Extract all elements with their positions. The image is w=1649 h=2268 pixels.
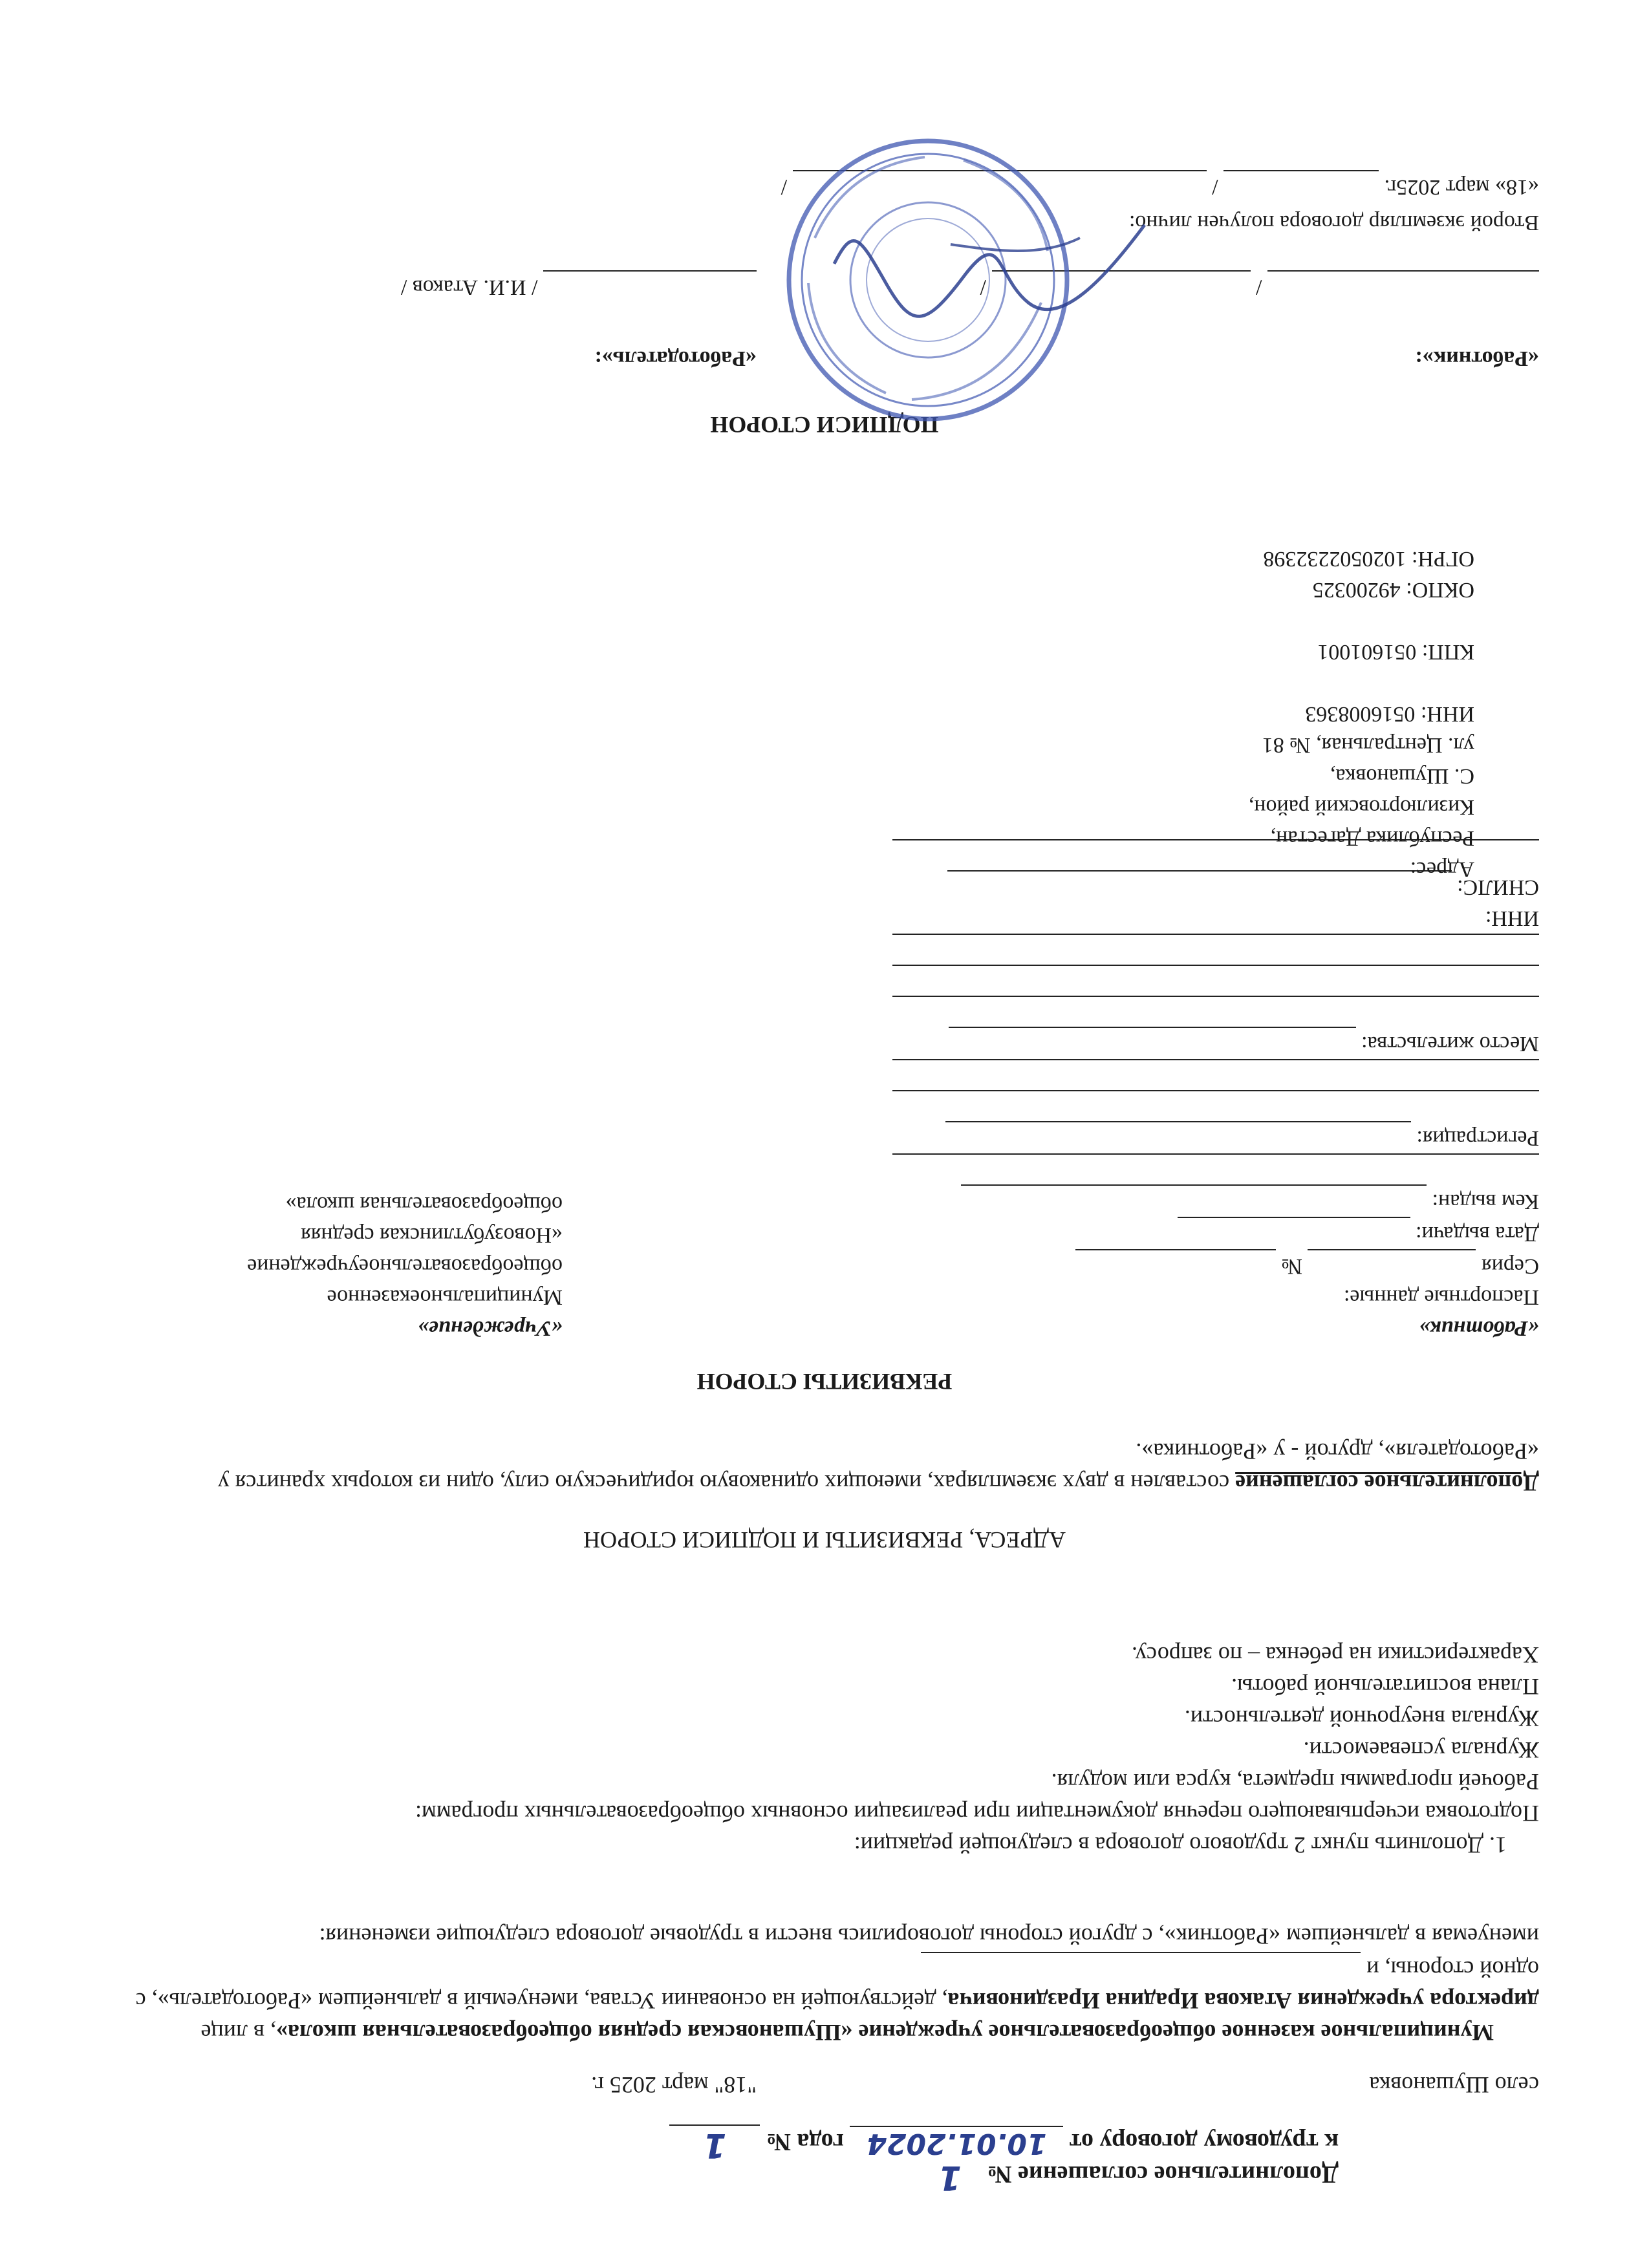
institution-line: общеобразовательноеучреждение (247, 1254, 563, 1278)
residence-label: Место жительства: (1361, 1032, 1539, 1056)
received-signature-line (1223, 170, 1379, 202)
address-line: Адрес: (1410, 857, 1474, 881)
place: село Шушановка (1369, 2072, 1539, 2098)
institution-heading: «Учреждение» (418, 1316, 563, 1340)
subtitle-text: к трудовому договору от (1069, 2128, 1339, 2156)
intro-text-2: именуемая в дальнейшем «Работник», с другой стороны договорились внести в трудовые договора следующие изменения: (319, 1923, 1539, 1949)
clause-item: Подготовка исчерпывающего перечня документации при реализации основных общеобразовательных программ: (415, 1801, 1539, 1826)
copies-bold: Дополнительное соглашение (1235, 1470, 1539, 1496)
issued-by-line (961, 1184, 1427, 1217)
employer-signature-name: / И.И. Атаков / (400, 275, 538, 299)
intro-text: , действующей на основании Устава, именуемый в дальнейшем «Работодатель», с одной стороны, и (135, 1956, 1539, 2014)
issue-date-label: Дата выдачи: (1416, 1222, 1539, 1246)
institution-ogrn: ОГРН: 1020502232398 (1263, 547, 1474, 571)
number-label: № (1281, 1254, 1302, 1278)
blank-line (892, 1059, 1539, 1090)
issued-by-row (828, 1184, 1539, 1217)
director-name: директора учреждения Атакова Ирадина Ираздиновича (947, 1988, 1539, 2014)
passport-label: Паспортные данные: (1343, 1285, 1539, 1309)
issued-by-label: Кем выдан: (1432, 1190, 1539, 1214)
residence-line (949, 1027, 1356, 1059)
issue-date-line (1178, 1217, 1410, 1249)
worker-inn-label: ИНН: (1485, 906, 1539, 930)
employer-signature-label: «Работодатель»: (594, 347, 757, 370)
series-line (1308, 1249, 1476, 1281)
blank-line (892, 996, 1539, 1027)
handwritten-number: 1 (938, 2158, 962, 2197)
clause-item: Журнала внеурочной деятельности. (1184, 1706, 1539, 1731)
clause-item: Рабочей программы предмета, курса или модуля. (1051, 1769, 1539, 1795)
addresses-title: АДРЕСА, РЕКВИЗИТЫ И ПОДПИСИ СТОРОН (583, 1527, 1066, 1553)
requisites-title: РЕКВИЗИТЫ СТОРОН (696, 1369, 953, 1395)
copies-paragraph (97, 1435, 1539, 1499)
clause-item: Плана воспитательной работы. (1231, 1674, 1539, 1700)
handwritten-date: 10.01.2024 (850, 2126, 1063, 2160)
copies-text: составлен в двух экземплярах, имеющих одинаковую юридическую силу, один из которых хранится у «Работодателя», другой - у «Работника». (217, 1439, 1539, 1496)
doc-subtitle (669, 2124, 1339, 2165)
institution-line: «Новозубутлинская средняя (301, 1223, 563, 1247)
handwritten-contract-number: 1 (669, 2124, 760, 2165)
blank-line (892, 934, 1539, 965)
clause-item: Журнала успеваемости. (1303, 1737, 1539, 1763)
employer-name: Муниципальное казенное общеобразовательное учреждение «Шушановская средняя общеобразовательная школа» (275, 2020, 1494, 2046)
issue-date-row (828, 1217, 1539, 1249)
institution-kpp: КПП: 051601001 (1317, 640, 1474, 664)
employer-signature-line (543, 270, 757, 303)
institution-line: общеобразовательная школа» (285, 1192, 563, 1216)
address-line: ул. Центральная, № 81 (1262, 733, 1474, 757)
received-date: «18» март 2025г. (1384, 175, 1539, 199)
registration-row (828, 1121, 1539, 1153)
institution-inn: ИНН: 0516008363 (1305, 702, 1474, 726)
institution-requisites (110, 1188, 563, 1343)
institution-address (1022, 543, 1474, 884)
worker-signature-label: «Работник»: (1415, 347, 1539, 370)
title-text: Дополнительное соглашение № (987, 2161, 1339, 2188)
subtitle-year: года № (766, 2128, 844, 2156)
residence-row (828, 1027, 1539, 1059)
clause-heading: 1. Дополнить пункт 2 трудового договора в следующей редакции: (854, 1832, 1507, 1858)
worker-requisites (828, 839, 1539, 1343)
document-date: "18" март 2025 г. (591, 2072, 757, 2098)
series-label: Серия (1481, 1254, 1539, 1278)
worker-inn-row (828, 903, 1539, 934)
signatures-title: ПОДПИСИ СТОРОН (710, 412, 939, 438)
clause-block (97, 1639, 1539, 1861)
registration-label: Регистрация: (1416, 1126, 1539, 1150)
institution-okpo: ОКПО: 49200325 (1312, 578, 1474, 602)
intro-connector: , в лице (200, 2020, 276, 2046)
institution-line: Муниципальноеказенное (327, 1285, 563, 1309)
worker-signature-line (1267, 270, 1539, 303)
received-row: «18» март 2025г. / / (781, 170, 1539, 202)
address-line: С. Шушановка, (1330, 764, 1474, 788)
blank-line (892, 1090, 1539, 1121)
intro-paragraph (97, 1920, 1539, 2048)
blank-line (892, 1153, 1539, 1184)
blank-line (892, 965, 1539, 996)
received-label: Второй экземпляр договора получен лично: (1128, 211, 1539, 235)
passport-series-row (828, 1249, 1539, 1281)
clause-item: Характеристики на ребенка – по запросу. (1132, 1642, 1539, 1668)
address-line: Кизилюртовский район, (1248, 795, 1474, 819)
signature-scribble-icon (821, 186, 1158, 354)
worker-heading: «Работник» (1419, 1316, 1539, 1340)
employer-signature-row (401, 270, 757, 303)
registration-line (945, 1121, 1411, 1153)
address-line: Республика Дагестан, (1270, 826, 1474, 850)
worker-signature-row: / / (980, 270, 1539, 303)
worker-name-line (921, 1952, 1361, 1985)
number-line (1075, 1249, 1276, 1281)
snils-label: СНИЛС: (1457, 875, 1539, 899)
